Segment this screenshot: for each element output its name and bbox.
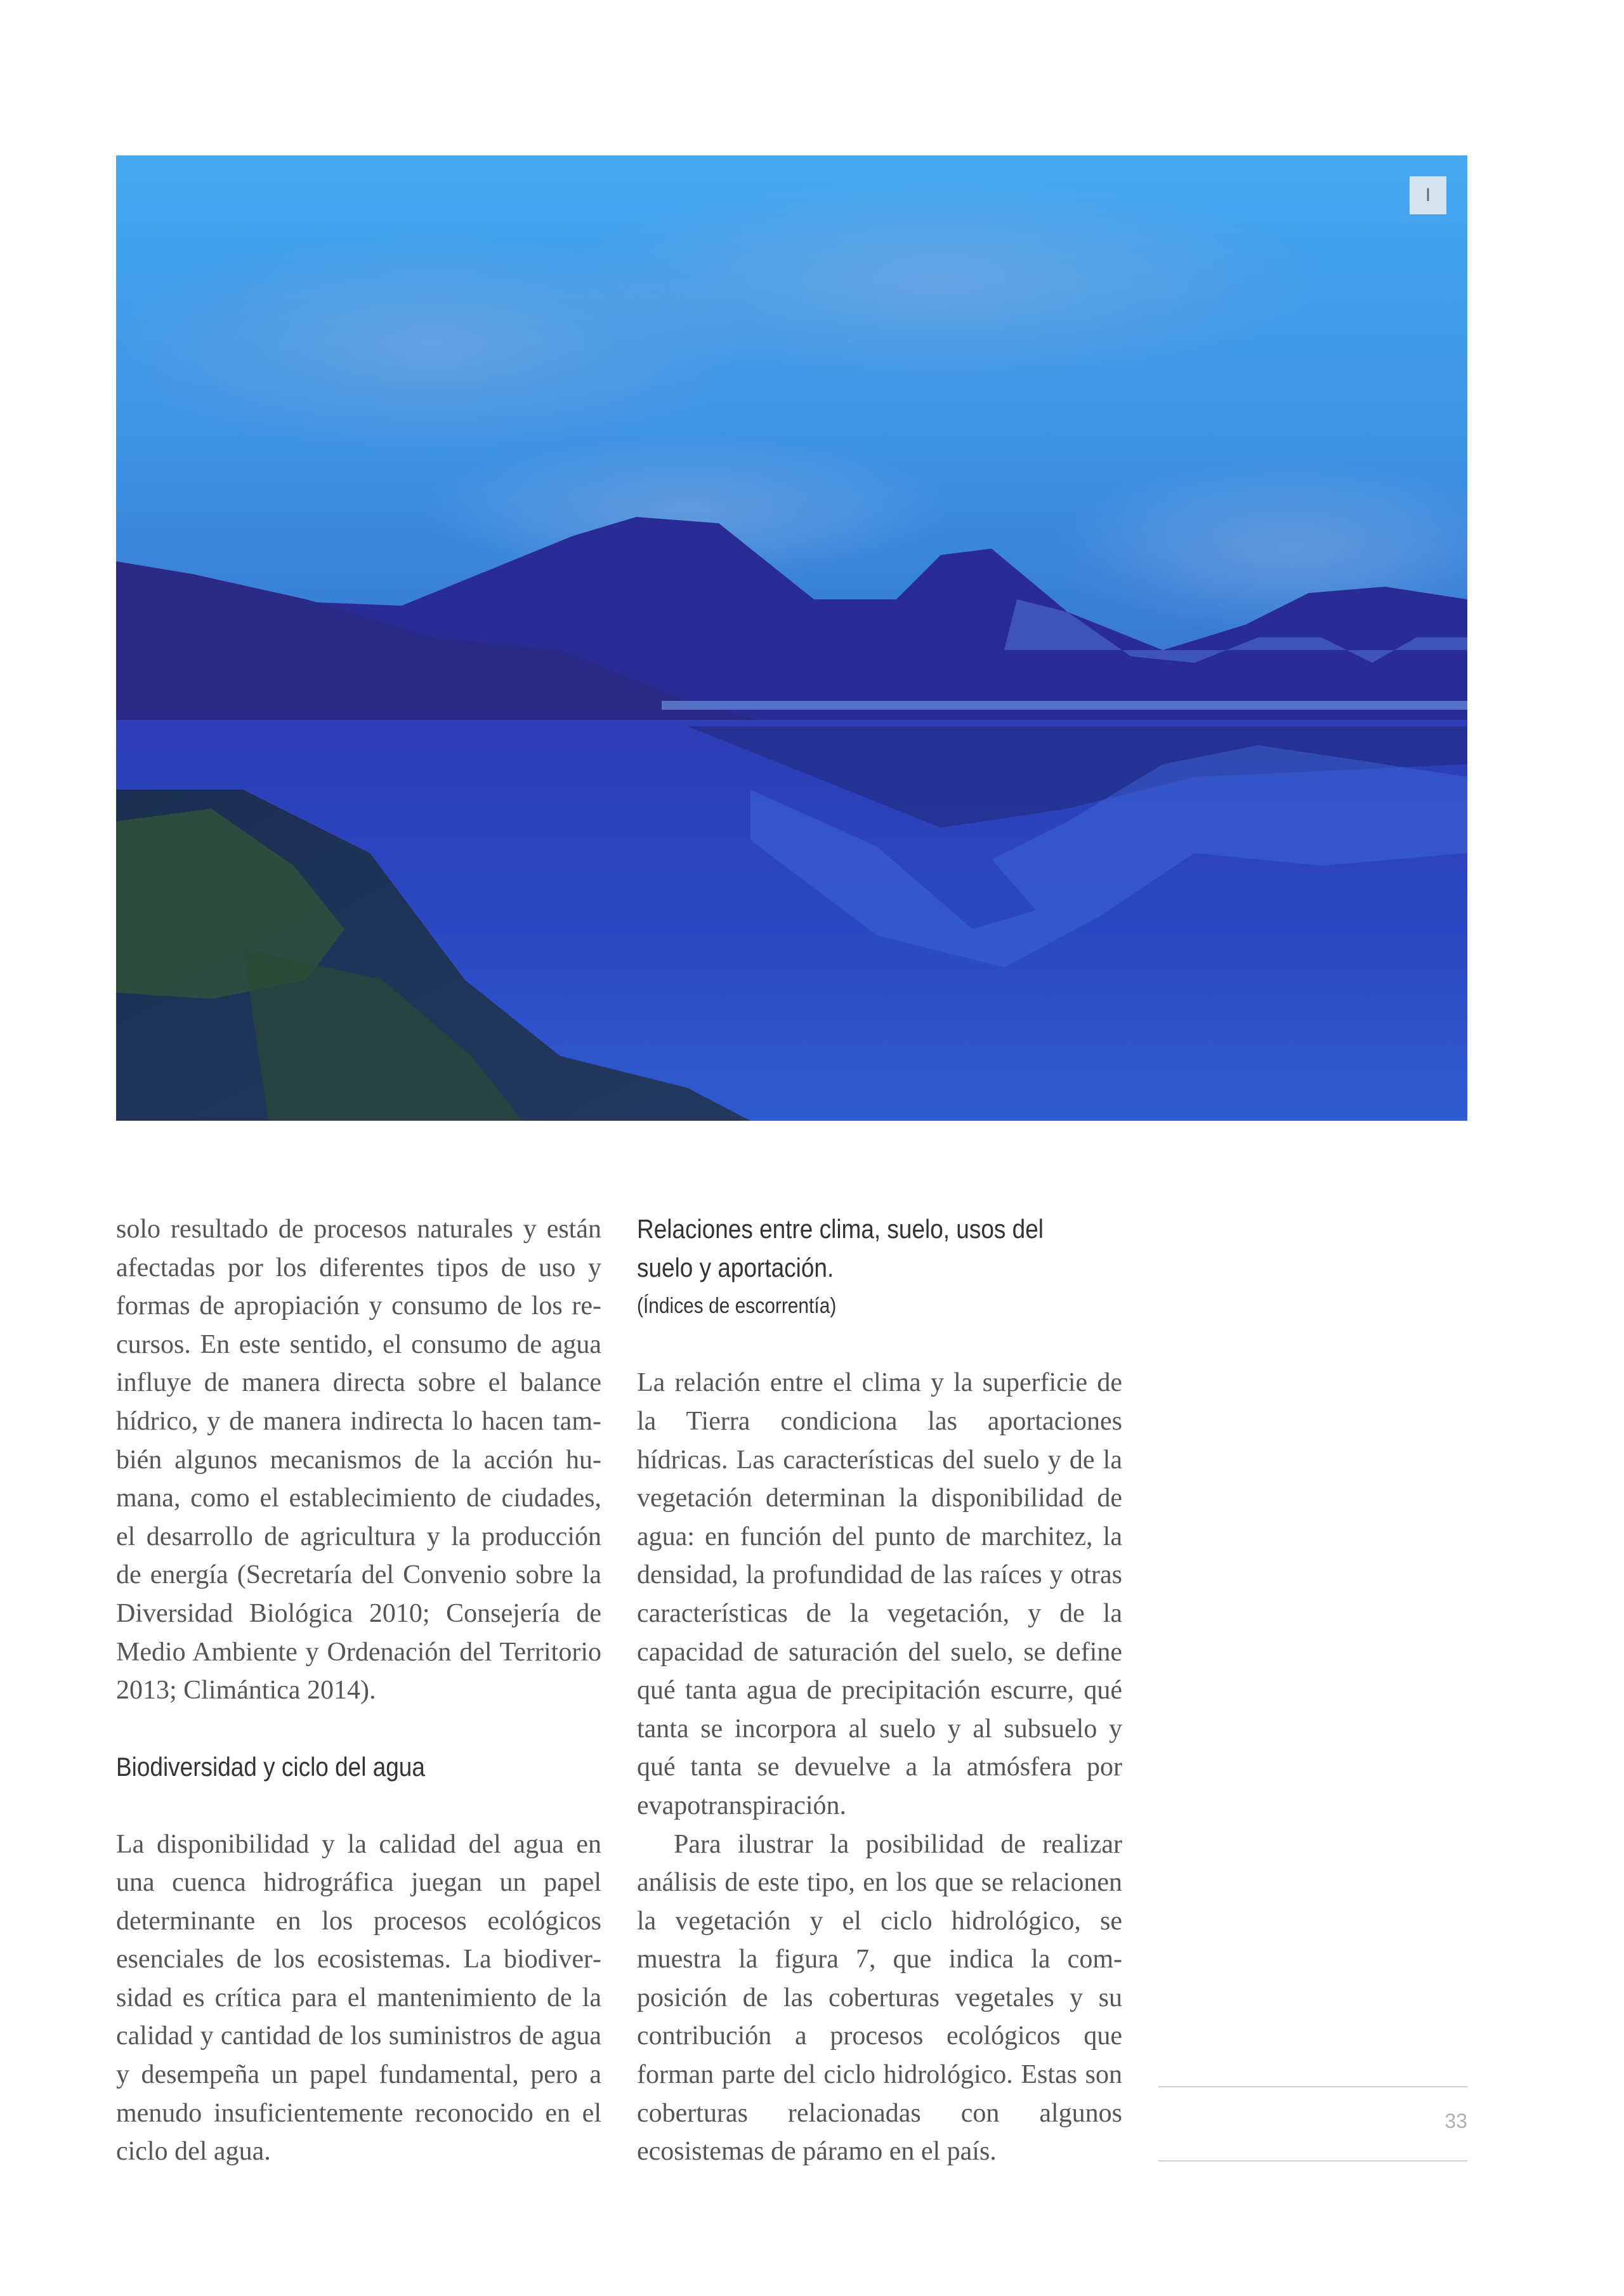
middle-column xyxy=(637,1210,1122,2171)
spacer xyxy=(637,1326,1122,1364)
spacer xyxy=(116,1710,601,1749)
footer-rule xyxy=(1158,2086,1467,2087)
body-paragraph: La relación entre el clima y la superficie de la Tierra condiciona las aportaciones hídricas. Las características del suelo y de la vegetación determinan la disponibilidad de agua: en función del punto de marchitez, la densidad, la profundidad de las raíces y otras características de la vegetación, y de la capacidad de saturación del suelo, se define qué tanta agua de precipitación escurre, qué tanta se incorpora al suelo y al subsuelo y qué tanta se devuelve a la atmósfera por evapotranspiración. xyxy=(637,1368,1122,1820)
section-subheading: (Índices de escorrentía) xyxy=(637,1294,837,1319)
section-heading: Biodiversidad y ciclo del agua xyxy=(116,1752,425,1782)
footer-rule xyxy=(1158,2160,1467,2162)
landscape-photo xyxy=(116,155,1467,1121)
body-paragraph: La disponibilidad y la calidad del agua en una cuenca hidrográfica juegan un papel determinante en los procesos ecológicos esenciales de los ecosistemas. La biodiversidad es crítica para el mantenimiento de la calidad y cantidad de los suministros de agua y desempeña un papel fundamental, pero a menudo insuficientemente reconocido en el ciclo del agua. xyxy=(116,1829,601,2167)
section-heading: Relaciones entre clima, suelo, usos del suelo y aportación. xyxy=(637,1214,1044,1282)
body-paragraph: solo resultado de procesos naturales y están afectadas por los diferentes tipos de uso y formas de apropiación y consumo de los recursos. En este sentido, el consumo de agua influye de manera directa sobre el balance hídrico, y de manera indirecta lo hacen también algunos mecanismos de la acción humana, como el establecimiento de ciudades, el desarrollo de agricultura y la producción de energía (Secretaría del Convenio sobre la Diversidad Biológica 2010; Consejería de Medio Ambiente y Ordenación del Territorio 2013; Climántica 2014). xyxy=(116,1215,601,1706)
left-column xyxy=(116,1210,601,2171)
section-marker: I xyxy=(1410,176,1446,214)
page-number: 33 xyxy=(1444,2110,1467,2132)
body-paragraph: Para ilustrar la posibilidad de realizar análisis de este tipo, en los que se relacionen la vegetación y el ciclo hidrológico, se muestra la figura 7, que indica la composición de las coberturas vegetales y su contribución a procesos ecológicos que forman parte del ciclo hidrológico. Estas son coberturas relacionadas con algunos ecosistemas de páramo en el país. xyxy=(637,1829,1122,2167)
spacer xyxy=(116,1787,601,1825)
